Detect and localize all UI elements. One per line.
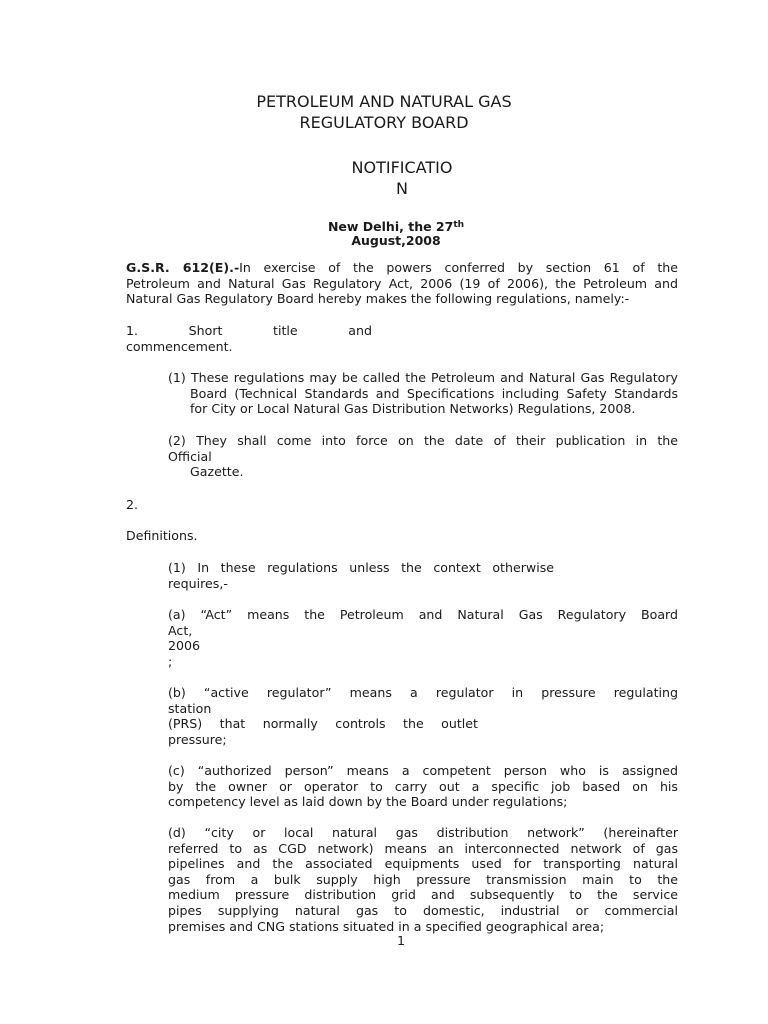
section2-para1	[168, 560, 554, 591]
definition-d-line3: pipelines and the associated equipments used for transporting natural	[168, 856, 678, 872]
definition-a-line3: 2006	[168, 638, 201, 654]
definition-a-line2: Act,	[168, 622, 193, 638]
section1-para1-line3: for City or Local Natural Gas Distribution Networks) Regulations, 2008.	[190, 401, 636, 417]
definition-d-line1: (d) “city or local natural gas distribution network” (hereinafter	[168, 825, 678, 840]
definition-d-line5: medium pressure distribution grid and subsequently to the service	[168, 887, 678, 903]
definition-d-line4: gas from a bulk supply high pressure transmission main to the	[168, 871, 678, 887]
section1-heading-line2: commencement.	[126, 338, 233, 354]
definition-d	[168, 825, 678, 934]
section1-para1-line1: (1) These regulations may be called the Petroleum and Natural Gas Regulatory	[168, 370, 678, 385]
definition-a-line1: (a) “Act” means the Petroleum and Natural Gas Regulatory Board	[168, 607, 678, 622]
section2-para1-line2: requires,-	[168, 575, 228, 591]
section1-para1-line2: Board (Technical Standards and Specifications including Safety Standards	[190, 385, 678, 401]
definition-a-line4: ;	[168, 653, 173, 669]
gsr-reference: G.S.R. 612(E).-	[126, 260, 240, 275]
intro-line2: Petroleum and Natural Gas Regulatory Act, 2006 (19 of 2006), the Petroleum and	[126, 275, 678, 291]
section1-heading-line1: 1. Short title and	[126, 323, 372, 338]
definition-c-line2: by the owner or operator to carry out a specific job based on his	[168, 778, 678, 794]
board-title-line2: REGULATORY BOARD	[299, 113, 469, 132]
notification-heading-line1: NOTIFICATIO	[351, 158, 453, 177]
section2-number: 2.	[126, 497, 139, 512]
notification-heading-line2: N	[396, 179, 408, 198]
date-line1	[12, 218, 768, 234]
section1-para2	[168, 433, 678, 480]
definition-d-line7: premises and CNG stations situated in a specified geographical area;	[168, 918, 605, 934]
definition-b-line4: pressure;	[168, 731, 227, 747]
intro-paragraph	[126, 260, 678, 307]
date-superscript: th	[453, 220, 465, 230]
definition-b	[168, 685, 678, 747]
definition-c-line3: competency level as laid down by the Board under regulations;	[168, 794, 568, 810]
definition-c	[168, 763, 678, 810]
section2-heading: Definitions.	[126, 528, 198, 543]
definition-d-line6: pipes supplying natural gas to domestic, industrial or commercial	[168, 902, 678, 918]
section1-para2-line1: (2) They shall come into force on the date of their publication in the	[168, 433, 678, 448]
section1-para2-line2: Official	[168, 448, 212, 464]
date-prefix: New Delhi, the 27	[327, 219, 454, 234]
definition-b-line2: station	[168, 700, 212, 716]
definition-c-line1: (c) “authorized person” means a competent person who is assigned	[168, 763, 678, 778]
section1-para1	[168, 370, 678, 417]
section1-para2-line3: Gazette.	[190, 464, 244, 480]
definition-d-line2: referred to as CGD network) means an interconnected network of gas	[168, 840, 678, 856]
date-line2: August,2008	[351, 233, 441, 248]
section1-heading	[126, 323, 372, 354]
definition-b-line1: (b) “active regulator” means a regulator in pressure regulating	[168, 685, 678, 700]
intro-line1: G.S.R. 612(E).-In exercise of the powers conferred by section 61 of the	[126, 260, 678, 275]
page-number: 1	[397, 933, 406, 948]
definition-a	[168, 607, 678, 669]
intro-line3: Natural Gas Regulatory Board hereby makes the following regulations, namely:-	[126, 291, 630, 307]
definition-b-line3: (PRS) that normally controls the outlet	[168, 716, 478, 732]
section2-para1-line1: (1) In these regulations unless the context otherwise	[168, 560, 554, 575]
board-title-line1: PETROLEUM AND NATURAL GAS	[256, 92, 512, 111]
